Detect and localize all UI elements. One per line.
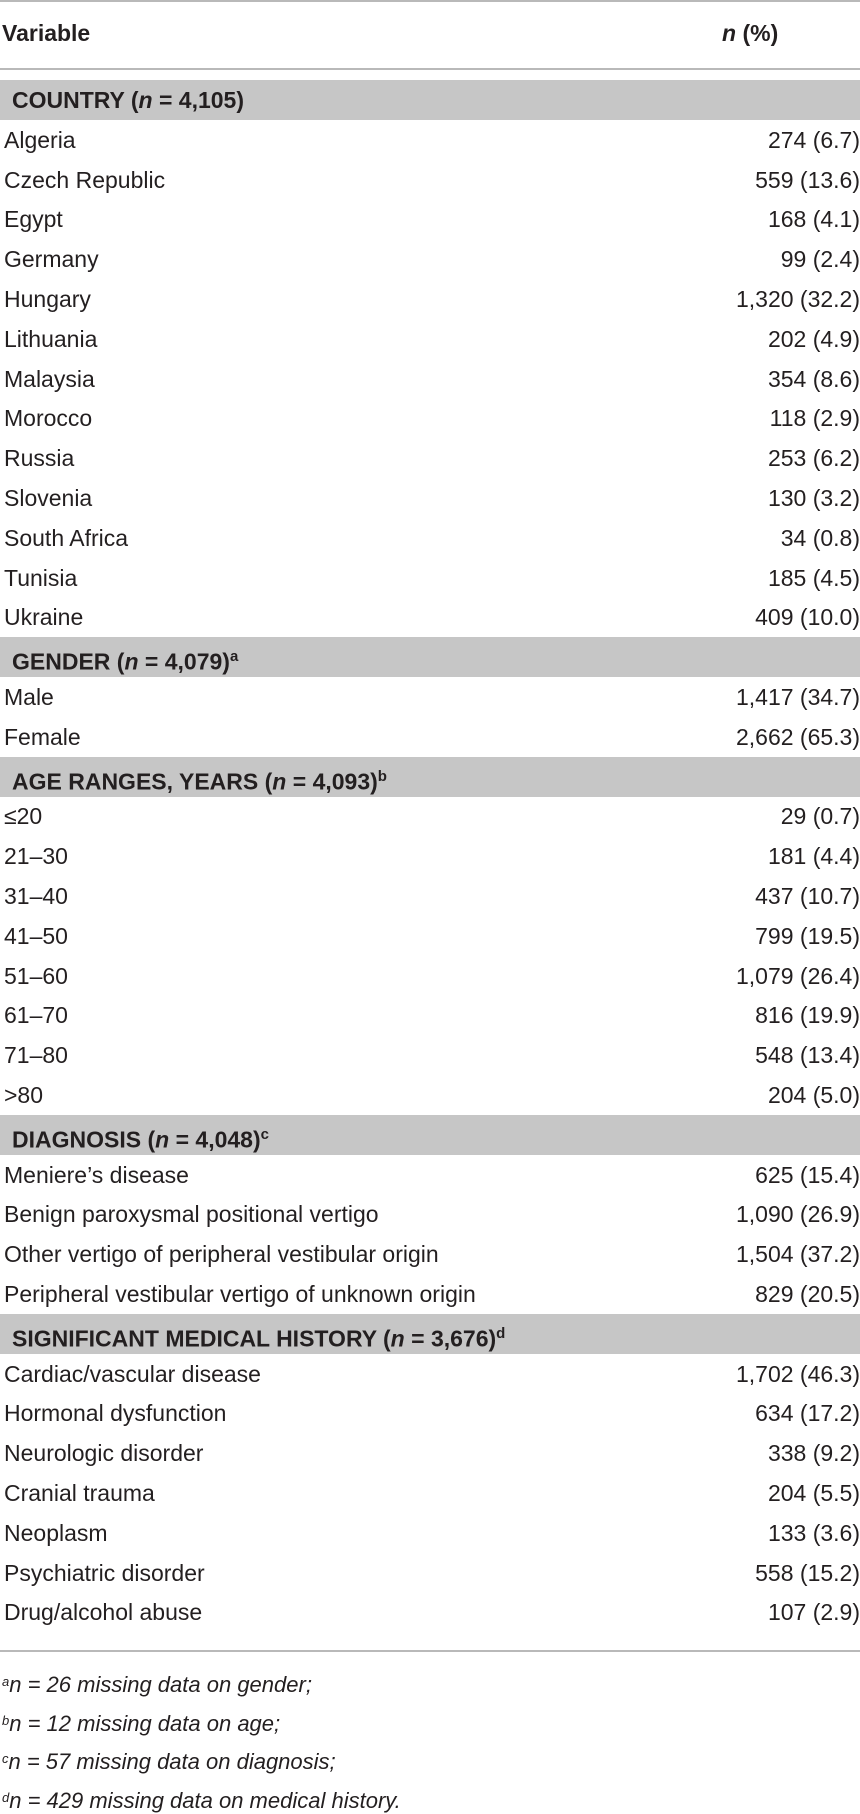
- row-label: 61–70: [4, 1002, 68, 1028]
- table-row: [0, 239, 860, 279]
- row-label: Psychiatric disorder: [4, 1560, 205, 1586]
- row-label: 51–60: [4, 963, 68, 989]
- table-row: [0, 160, 860, 200]
- row-value: 274 (6.7): [767, 127, 860, 153]
- table-row: [0, 319, 860, 359]
- table-bottom-rule: [0, 1650, 860, 1652]
- row-label: Malaysia: [4, 366, 95, 392]
- row-label: Czech Republic: [4, 167, 166, 193]
- row-label: Tunisia: [4, 565, 78, 591]
- table-header-row: [0, 0, 860, 66]
- header-rule: [0, 68, 860, 70]
- row-label: Drug/alcohol abuse: [4, 1599, 203, 1625]
- section-header: [0, 80, 860, 120]
- table-row: [0, 359, 860, 399]
- table-row: [0, 1433, 860, 1473]
- table-row: [0, 518, 860, 558]
- table-row: [0, 1592, 860, 1632]
- section-header: [0, 637, 860, 677]
- row-value: 559 (13.6): [755, 167, 860, 193]
- row-value: 1,090 (26.9): [735, 1201, 860, 1227]
- row-value: 253 (6.2): [767, 445, 860, 471]
- row-label: 71–80: [4, 1042, 68, 1068]
- row-label: Egypt: [4, 206, 63, 232]
- table-row: [0, 398, 860, 438]
- footnote: $^b$n = 12 missing data on age;: [2, 1711, 281, 1736]
- row-value: 130 (3.2): [767, 485, 860, 511]
- row-value: 1,417 (34.7): [735, 684, 860, 710]
- row-value: 354 (8.6): [767, 366, 860, 392]
- row-label: Russia: [4, 445, 75, 471]
- row-value: 168 (4.1): [767, 206, 860, 232]
- section-header: [0, 1314, 860, 1354]
- table-row: [0, 1194, 860, 1234]
- row-value: 99 (2.4): [780, 246, 860, 272]
- row-value: 185 (4.5): [767, 565, 860, 591]
- row-label: Female: [4, 724, 81, 750]
- row-value: 409 (10.0): [755, 604, 860, 630]
- row-value: 2,662 (65.3): [735, 724, 860, 750]
- row-label: Lithuania: [4, 326, 98, 352]
- table-row: [0, 1075, 860, 1115]
- row-value: 558 (15.2): [755, 1560, 860, 1586]
- table-row: [0, 120, 860, 160]
- section-header: [0, 1115, 860, 1155]
- row-label: Neoplasm: [4, 1520, 108, 1546]
- section-title: COUNTRY (n = 4,105): [12, 87, 244, 113]
- row-value: 1,320 (32.2): [735, 286, 860, 312]
- table-row: [0, 199, 860, 239]
- row-value: 799 (19.5): [755, 923, 860, 949]
- table-row: [0, 796, 860, 836]
- row-label: ≤20: [4, 803, 43, 829]
- row-value: 634 (17.2): [755, 1400, 860, 1426]
- section-title: DIAGNOSIS (n = 4,048)$^c$: [12, 1126, 269, 1153]
- row-value: 338 (9.2): [767, 1440, 860, 1466]
- header-variable: Variable: [2, 20, 91, 46]
- row-value: 1,504 (37.2): [735, 1241, 860, 1267]
- table-row: [0, 1234, 860, 1274]
- section-title: SIGNIFICANT MEDICAL HISTORY (n = 3,676)$^d$: [12, 1325, 506, 1352]
- row-label: Morocco: [4, 405, 93, 431]
- row-label: 31–40: [4, 883, 68, 909]
- table-row: [0, 876, 860, 916]
- row-value: 34 (0.8): [780, 525, 860, 551]
- row-value: 181 (4.4): [767, 843, 860, 869]
- footnote: $^c$n = 57 missing data on diagnosis;: [2, 1749, 336, 1774]
- row-label: South Africa: [4, 525, 129, 551]
- row-label: Algeria: [4, 127, 76, 153]
- row-value: 107 (2.9): [767, 1599, 860, 1625]
- table-row: [0, 279, 860, 319]
- table-row: [0, 558, 860, 598]
- footnote: $^d$n = 429 missing data on medical history.: [2, 1788, 401, 1813]
- row-value: 118 (2.9): [769, 405, 860, 431]
- section-header: [0, 757, 860, 797]
- row-value: 204 (5.0): [767, 1082, 860, 1108]
- row-value: 625 (15.4): [755, 1162, 860, 1188]
- table-row: [0, 916, 860, 956]
- row-value: 437 (10.7): [755, 883, 860, 909]
- row-label: Ukraine: [4, 604, 84, 630]
- table-row: [0, 956, 860, 996]
- row-label: Other vertigo of peripheral vestibular origin: [4, 1241, 439, 1267]
- footnote: $^a$n = 26 missing data on gender;: [2, 1672, 312, 1697]
- row-label: Cranial trauma: [4, 1480, 155, 1506]
- table-row: [0, 995, 860, 1035]
- row-value: 202 (4.9): [767, 326, 860, 352]
- table-row: [0, 438, 860, 478]
- table-row: [0, 1513, 860, 1553]
- table-row: [0, 1035, 860, 1075]
- table-row: [0, 597, 860, 637]
- row-label: Meniere’s disease: [4, 1162, 189, 1188]
- table-row: [0, 717, 860, 757]
- section-title: AGE RANGES, YEARS (n = 4,093)$^b$: [12, 768, 387, 795]
- row-label: Benign paroxysmal positional vertigo: [4, 1201, 379, 1227]
- row-value: 829 (20.5): [755, 1281, 860, 1307]
- row-value: 133 (3.6): [767, 1520, 860, 1546]
- table-row: [0, 478, 860, 518]
- row-value: 204 (5.5): [767, 1480, 860, 1506]
- table-row: [0, 1393, 860, 1433]
- row-label: Male: [4, 684, 54, 710]
- row-label: Slovenia: [4, 485, 93, 511]
- row-value: 29 (0.7): [780, 803, 860, 829]
- row-label: Cardiac/vascular disease: [4, 1361, 261, 1387]
- row-label: Germany: [4, 246, 99, 272]
- table-row: [0, 1553, 860, 1593]
- table-row: [0, 677, 860, 717]
- row-value: 548 (13.4): [755, 1042, 860, 1068]
- header-n-percent: n (%): [722, 20, 779, 46]
- row-label: Neurologic disorder: [4, 1440, 204, 1466]
- row-label: 21–30: [4, 843, 68, 869]
- table-row: [0, 1473, 860, 1513]
- row-value: 1,702 (46.3): [735, 1361, 860, 1387]
- table-row: [0, 1274, 860, 1314]
- row-label: >80: [4, 1082, 44, 1108]
- row-value: 816 (19.9): [755, 1002, 860, 1028]
- row-label: Hungary: [4, 286, 91, 312]
- row-label: Hormonal dysfunction: [4, 1400, 227, 1426]
- row-label: 41–50: [4, 923, 68, 949]
- table-row: [0, 1155, 860, 1195]
- row-value: 1,079 (26.4): [735, 963, 860, 989]
- table-row: [0, 1354, 860, 1394]
- row-label: Peripheral vestibular vertigo of unknown origin: [4, 1281, 476, 1307]
- table-row: [0, 836, 860, 876]
- section-title: GENDER (n = 4,079)$^a$: [12, 648, 239, 675]
